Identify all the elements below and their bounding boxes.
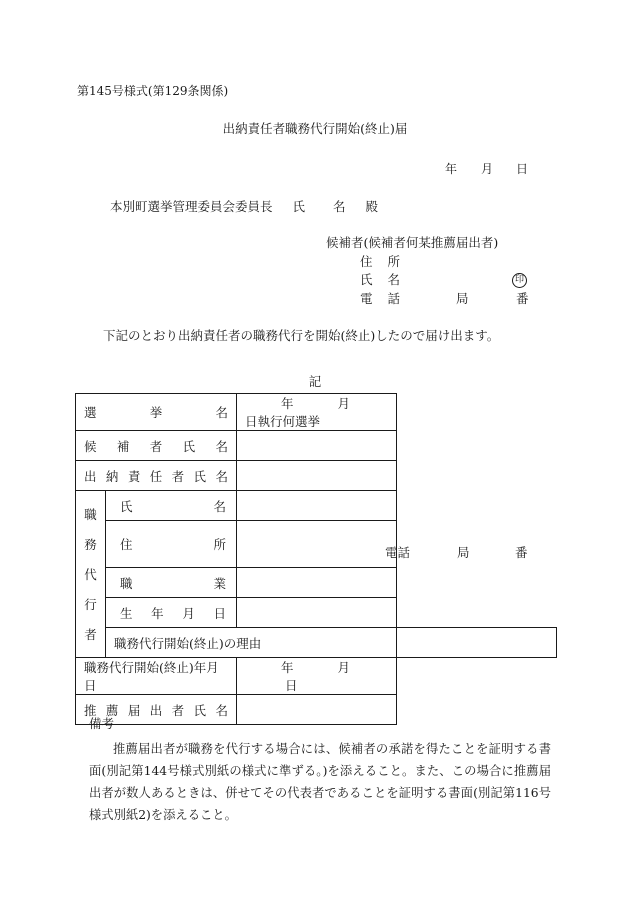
label-char: 者 xyxy=(171,468,185,484)
value-start-date[interactable] xyxy=(237,658,397,695)
value-deputy-address[interactable] xyxy=(237,521,528,568)
label-char: 名 xyxy=(215,468,228,484)
addressee-name-1: 氏 xyxy=(292,199,305,214)
notes-heading: 備考 xyxy=(89,716,115,731)
form-number: 第145号様式(第129条関係) xyxy=(77,84,229,98)
row-deputy-address xyxy=(76,521,557,568)
label-char: 生 xyxy=(120,605,133,621)
label-char: 氏 xyxy=(120,498,133,514)
label-start-date: 職務代行開始(終止)年月日 xyxy=(76,658,237,695)
value-deputy-name[interactable] xyxy=(237,491,397,521)
candidate-phone-kyoku: 局 xyxy=(456,291,469,306)
label-char: 代 xyxy=(84,567,97,582)
election-month: 月 xyxy=(337,396,350,411)
row-deputy-occupation xyxy=(76,568,557,598)
label-char: 名 xyxy=(213,498,227,514)
label-char: 納 xyxy=(105,468,119,484)
election-day-text: 日執行何選挙 xyxy=(245,414,321,429)
label-char: 務 xyxy=(84,537,97,552)
row-treasurer-name xyxy=(76,461,557,491)
row-recommender xyxy=(76,695,557,725)
label-char: 候 xyxy=(84,438,97,454)
value-candidate-name[interactable] xyxy=(237,431,397,461)
row-reason xyxy=(76,628,557,658)
value-recommender[interactable] xyxy=(237,695,397,725)
value-election[interactable] xyxy=(237,394,397,431)
label-deputy-birth xyxy=(106,598,237,628)
label-char: 責 xyxy=(127,468,141,484)
label-char: 推 xyxy=(84,702,97,718)
label-char: 氏 xyxy=(360,272,373,287)
label-char: 所 xyxy=(213,537,227,552)
date-day: 日 xyxy=(516,162,529,176)
label-char: 業 xyxy=(213,575,227,591)
label-deputy-occupation xyxy=(106,568,237,598)
label-reason: 職務代行開始(終止)の理由 xyxy=(106,628,397,658)
label-char: 氏 xyxy=(182,438,196,454)
label-char: 届 xyxy=(127,702,141,718)
label-char: 電 xyxy=(360,291,373,306)
date-year: 年 xyxy=(445,162,458,176)
label-char: 月 xyxy=(182,605,195,621)
label-char: 名 xyxy=(387,272,400,287)
intro-text: 下記のとおり出納責任者の職務代行を開始(終止)したので届け出ます。 xyxy=(103,328,500,343)
label-char: 補 xyxy=(116,438,130,454)
label-char: 名 xyxy=(215,438,229,454)
addressee-text: 本別町選挙管理委員会委員長 xyxy=(110,199,273,214)
row-deputy-name xyxy=(76,491,557,521)
deputy-phone-label: 電話 xyxy=(385,545,411,560)
label-char: 選 xyxy=(84,405,97,420)
candidate-phone-ban: 番 xyxy=(516,291,529,306)
label-char: 日 xyxy=(213,605,226,621)
label-deputy-address xyxy=(106,521,237,568)
label-char: 出 xyxy=(149,702,163,718)
label-treasurer-name xyxy=(76,461,237,491)
label-char: 話 xyxy=(387,291,400,306)
label-candidate-name xyxy=(76,431,237,461)
label-char: 名 xyxy=(215,405,229,420)
seal-mark xyxy=(512,272,527,288)
label-deputy-name xyxy=(106,491,237,521)
label-char: 住 xyxy=(120,537,133,552)
candidate-heading: 候補者(候補者何某推薦届出者) xyxy=(326,235,499,250)
start-month: 月 xyxy=(337,660,350,675)
addressee-line xyxy=(110,201,378,214)
row-election xyxy=(76,394,557,431)
label-char: 住 xyxy=(360,254,373,269)
label-char: 行 xyxy=(84,597,97,612)
start-year: 年 xyxy=(281,660,294,675)
election-year: 年 xyxy=(281,396,294,411)
label-deputy-group xyxy=(76,491,106,658)
addressee-honorific: 殿 xyxy=(365,199,378,214)
label-char: 所 xyxy=(387,254,400,269)
candidate-name-label xyxy=(360,274,400,287)
row-start-date xyxy=(76,658,557,695)
label-char: 任 xyxy=(149,468,163,484)
deputy-phone-ban: 番 xyxy=(515,545,528,560)
addressee-name-2: 名 xyxy=(332,199,346,214)
label-char: 者 xyxy=(171,702,185,718)
row-deputy-birth xyxy=(76,598,557,628)
label-char: 名 xyxy=(215,702,228,718)
candidate-phone-label xyxy=(360,293,400,306)
row-candidate-name xyxy=(76,431,557,461)
ki-heading: 記 xyxy=(308,374,322,389)
value-treasurer-name[interactable] xyxy=(237,461,397,491)
document-title: 出納責任者職務代行開始(終止)届 xyxy=(222,121,408,136)
seal-icon: 印 xyxy=(512,273,527,288)
label-char: 者 xyxy=(149,438,163,454)
value-deputy-birth[interactable] xyxy=(237,598,397,628)
deputy-phone-kyoku: 局 xyxy=(457,545,470,560)
label-char: 氏 xyxy=(193,702,207,718)
label-char: 職 xyxy=(84,507,97,522)
candidate-address-label xyxy=(360,256,400,269)
label-char: 年 xyxy=(151,605,164,621)
label-char: 挙 xyxy=(149,405,163,420)
notification-table xyxy=(75,393,557,725)
notes-body: 推薦届出者が職務を代行する場合には、候補者の承諾を得たことを証明する書面(別記第144号様式別紙の様式に準ずる。)を添えること。また、この場合に推薦届出者が数人あるときは、併せてその代表者であることを証明する書面(別記第116号様式別紙2)を添えること。 xyxy=(89,742,551,822)
label-char: 職 xyxy=(120,575,133,591)
label-char: 出 xyxy=(84,468,97,484)
label-election xyxy=(76,394,237,431)
label-char: 氏 xyxy=(193,468,207,484)
start-day: 日 xyxy=(285,678,298,693)
value-reason[interactable] xyxy=(397,628,557,658)
label-char: 者 xyxy=(84,627,97,642)
value-deputy-occupation[interactable] xyxy=(237,568,397,598)
date-month: 月 xyxy=(481,162,494,176)
label-char: 薦 xyxy=(105,702,119,718)
